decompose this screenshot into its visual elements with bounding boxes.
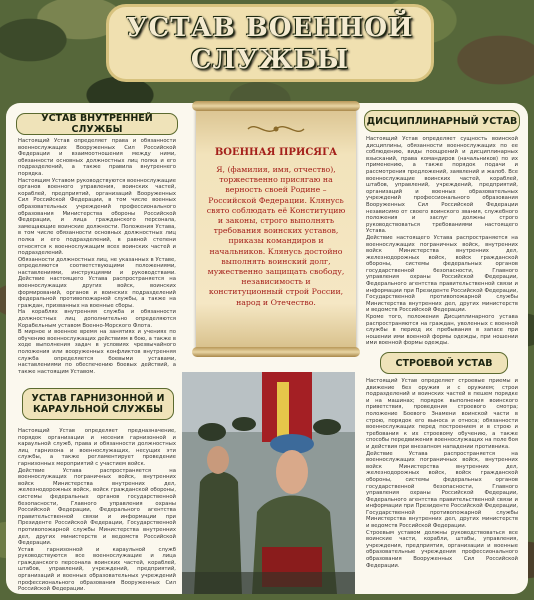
ornament-icon [246,121,306,137]
internal-service-text: Настоящий Устав определяет права и обязанности военнослужащих Вооруженных Сил Российской Федерации и взаимоотношения между ними, обязанности основных должностных лиц полка и его подразделений, а также правила внутреннего порядка. Настоящим Уставом руководствуются военнослужащие органов военного управления, воинских частей, кораблей, предприятий, организаций Вооруженных Сил Российской Федерации, в том числе военных образовательных учреждений профессионального образования Министерства обороны Российской Федерации, и лица гражданского персонала, замещающие воинские должности. Положения Устава, в том числе обязанности основных должностных лиц полка и его подразделений, в равной степени относятся к военнослужащим всех воинских частей и подразделений. Обязанности должностных лиц, не указанных в Уставе, определяются соответствующими положениями, наставлениями, инструкциями и руководствами. Действие настоящего Устава распространяется на военнослужащих других войск, воинских формирований, органов и воинских подразделений федеральной противопожарной службы, а также на граждан, призванных на военные сборы. На кораблях внутренняя служба и обязанности должностных лиц дополнительно определяются Корабельным уставом Военно-Морского Флота. В мирное и военное время на занятиях и учениях по обучению военнослужащих действиям в бою, а также в ходе выполнения задач в условиях чрезвычайного положения или вооруженных конфликтов внутренняя служба определяется боевыми уставами, наставлениями по обеспечению боевых действий, а также настоящим Уставом. [18,138,176,375]
photo-illustration [182,372,355,594]
oath-scroll [196,105,356,353]
drill-heading: СТРОЕВОЙ УСТАВ [380,352,508,374]
garrison-service-text: Настоящий Устав определяет предназначение, порядок организации и несения гарнизонной и караульной служб, права и обязанности должностных лиц гарнизона и военнослужащих, несущих эти службы, а также регламентирует проведение гарнизонных мероприятий с участием войск. Действие Устава распространяется на военнослужащих пограничных войск, внутренних войск Министерства внутренних дел, железнодорожных войск, войск гражданской обороны, системы федеральных органов государственной безопасности, Главного управления охраны Российской Федерации, Федерального агентства правительственной связи и информации при Президенте Российской Федерации, Государственной противопожарной службы Министерства внутренних дел, других министерств и ведомств Российской Федерации. Устав гарнизонной и караульной служб руководствуются все военнослужащие и лица гражданского персонала воинских частей, кораблей, штабов, управлений, учреждений, предприятий, организаций и военных образовательных учреждений профессионального образования Вооруженных Сил Российской Федерации. [18,428,176,593]
drill-text: Настоящий Устав определяет строевые приемы и движение без оружия и с оружием; строи подразделений и воинских частей в пешем порядке и на машинах; порядок выполнения воинского приветствия, проведения строевого смотра; положение Боевого Знамени воинской части в строю, порядок его выноса и относа; обязанности военнослужащих перед построением и в строю и требования к их строевому обучению, а также способы передвижения военнослужащих на поле боя и действия при внезапном нападении противника. Действие Устава распространяется на военнослужащих пограничных войск, внутренних войск Министерства внутренних дел, железнодорожных войск, войск гражданской обороны, системы федеральных органов государственной безопасности, Главного управления охраны Российской Федерации, Федерального агентства правительственной связи и информации при Президенте Российской Федерации, Государственной противопожарной службы Министерства внутренних дел, других министерств и ведомств Российской Федерации. Строевым уставом должны руководствоваться все воинские части, корабли, штабы, управления, учреждения, предприятия, организации и военные образовательные учреждения профессионального образования Вооруженных Сил Российской Федерации. [366,378,518,569]
page-title-line2: СЛУЖБЫ [190,45,350,75]
page-title-line1: УСТАВ ВОЕННОЙ [126,13,414,43]
internal-service-heading: УСТАВ ВНУТРЕННЕЙ СЛУЖБЫ [16,113,178,135]
oath-title: ВОЕННАЯ ПРИСЯГА [214,147,338,158]
scroll-top-roll [192,101,360,111]
soldiers-saluting-flag-photo [182,372,355,594]
disciplinary-text: Настоящий Устав определяет сущность воинской дисциплины, обязанности военнослужащих по ее соблюдению, виды поощрений и дисциплинарных взысканий, права командиров (начальников) по их применению, а также порядок подачи и рассмотрения предложений, заявлений и жалоб. Все военнослужащие воинских частей, кораблей, штабов, управлений, учреждений, предприятий, организаций и военных образовательных учреждений профессионального образования Вооруженных Сил Российской Федерации независимо от своего воинского звания, служебного положения и заслуг должны строго руководствоваться требованиями настоящего Устава. Действие настоящего Устава распространяется на военнослужащих пограничных войск, внутренних войск Министерства внутренних дел, железнодорожных войск, войск гражданской обороны, системы федеральных органов государственной безопасности, Главного управления охраны Российской Федерации, Федерального агентства правительственной связи и информации при Президенте Российской Федерации, Государственной противопожарной службы Министерства внутренних дел, других министерств и ведомств Российской Федерации. Кроме того, положения Дисциплинарного устава распространяются на граждан, уволенных с военной службы в период их пребывания в запасе при ношении ими военной формы одежды, при ношении ими военной формы одежды. [366,136,518,347]
title-plate [106,4,434,82]
oath-text: Я, (фамилия, имя, отчество), торжественно присягаю на верность своей Родине – Российской Федерации. Клянусь свято соблюдать её Конституцию и законы, строго выполнять требования воинских уставов, приказы командиров и начальников. Клянусь достойно выполнять воинский долг, мужественно защищать свободу, независимость и конституционный строй России, народ и Отечество. [206,165,346,307]
garrison-service-heading: УСТАВ ГАРНИЗОННОЙ И КАРАУЛЬНОЙ СЛУЖБЫ [22,388,174,420]
disciplinary-heading: ДИСЦИПЛИНАРНЫЙ УСТАВ [364,110,520,132]
scroll-bottom-roll [192,347,360,357]
